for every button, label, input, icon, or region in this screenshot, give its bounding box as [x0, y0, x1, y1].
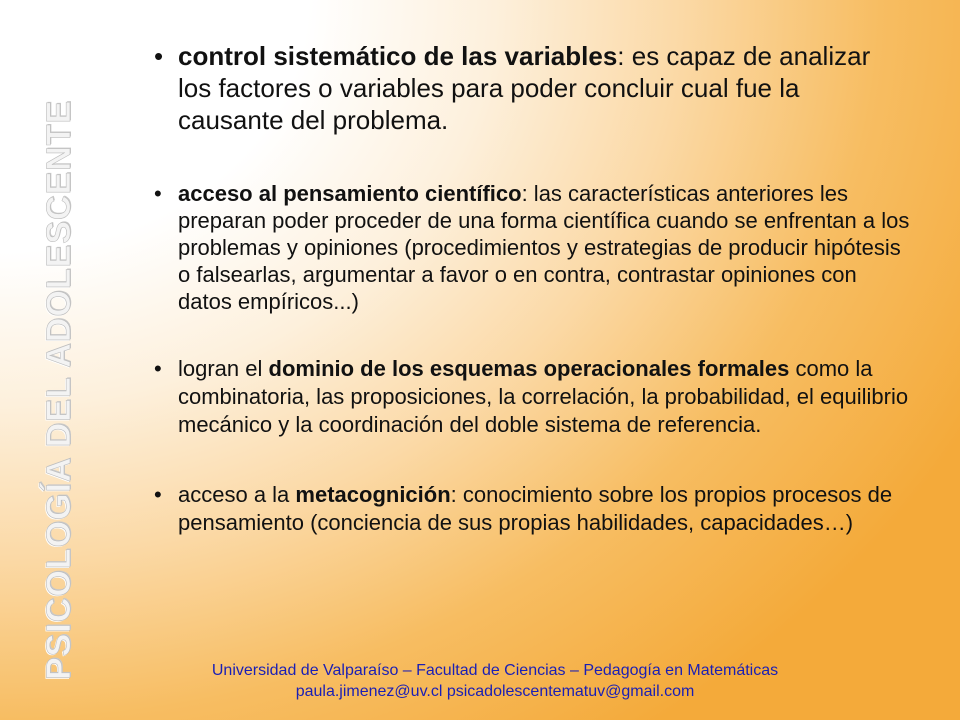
- bullet-bold-term: dominio de los esquemas operacionales formales: [268, 356, 790, 381]
- bullet-text: : conocimiento sobre los propios procesos de pensamiento (conciencia de sus propias habilidades, capacidades…): [178, 482, 893, 535]
- bullet-marker: •: [154, 41, 164, 71]
- bullet-bold-term: acceso al pensamiento científico: [178, 181, 522, 206]
- footer-emails: paula.jimenez@uv.cl psicadolescentematuv@gmail.com: [295, 683, 695, 700]
- bullet-text: : las características anteriores les preparan poder proceder de una forma científica cuando se enfrentan a los problemas y opiniones (procedimientos y estrategias de producir hipótesis o falsearlas, argumentar a favor o en contra, contrastar opiniones con datos empíricos...): [178, 181, 910, 314]
- bullet-pre-text: logran el: [178, 356, 269, 381]
- footer-institution: Universidad de Valparaíso – Facultad de Ciencias – Pedagogía en Matemáticas: [211, 662, 779, 679]
- bullet-text: como la combinatoria, las proposiciones, la correlación, la probabilidad, el equilibrio mecánico y la coordinación del doble sistema de referencia.: [178, 356, 909, 437]
- bullet-item: [150, 481, 910, 537]
- bullet-text: : es capaz de analizar los factores o variables para poder concluir cual fue la causante del problema.: [178, 41, 871, 135]
- bullet-marker: •: [154, 356, 162, 381]
- side-title-band: [0, 0, 78, 720]
- bullet-marker: •: [154, 181, 162, 206]
- vertical-course-title: PSICOLOGÍA DEL ADOLESCENTE: [40, 99, 78, 680]
- bullet-item: [150, 40, 910, 136]
- bullet-item: [150, 180, 910, 315]
- bullet-list: [150, 40, 910, 537]
- bullet-bold-term: control sistemático de las variables: [178, 41, 618, 71]
- slide-content: [150, 40, 910, 537]
- slide-footer: [150, 660, 840, 702]
- bullet-pre-text: acceso a la: [178, 482, 296, 507]
- bullet-marker: •: [154, 482, 162, 507]
- bullet-item: [150, 355, 910, 439]
- bullet-bold-term: metacognición: [295, 482, 451, 507]
